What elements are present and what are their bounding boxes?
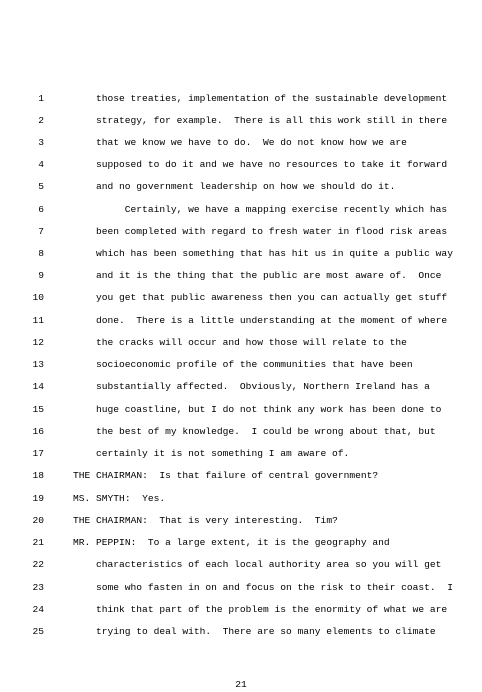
line-text: you get that public awareness then you can actually get stuff [96,292,448,303]
line-number: 14 [32,381,44,392]
line-number: 22 [32,559,44,570]
line-text: that we know we have to do. We do not know how we are [96,137,407,148]
line-number: 15 [32,404,44,415]
line-number: 19 [32,493,44,504]
line-number: 6 [38,204,44,215]
transcript-line [0,92,482,114]
transcript-line [0,536,482,558]
line-text: huge coastline, but I do not think any work has been done to [96,404,442,415]
line-number: 9 [38,270,44,281]
line-number: 18 [32,470,44,481]
line-number: 2 [38,115,44,126]
transcript-line [0,180,482,202]
line-text: the cracks will occur and how those will relate to the [96,337,407,348]
transcript-line [0,247,482,269]
line-number: 8 [38,248,44,259]
line-text: certainly it is not something I am aware of. [96,448,350,459]
line-text: the best of my knowledge. I could be wrong about that, but [96,426,436,437]
speaker-line: MR. PEPPIN: To a large extent, it is the geography and [73,537,390,548]
line-number: 24 [32,604,44,615]
transcript-line [0,358,482,380]
transcript-line [0,447,482,469]
transcript-line [0,403,482,425]
transcript-line [0,625,482,647]
line-number: 12 [32,337,44,348]
transcript-line [0,581,482,603]
transcript-line [0,425,482,447]
transcript-line [0,225,482,247]
line-text: those treaties, implementation of the sustainable development [96,93,448,104]
line-number: 3 [38,137,44,148]
transcript-line [0,291,482,313]
transcript-line [0,158,482,180]
line-text: supposed to do it and we have no resources to take it forward [96,159,448,170]
transcript-line [0,514,482,536]
line-number: 21 [32,537,44,548]
line-number: 7 [38,226,44,237]
line-text: characteristics of each local authority area so you will get [96,559,442,570]
line-text: Certainly, we have a mapping exercise recently which has [96,204,448,215]
transcript-line [0,136,482,158]
transcript-line [0,314,482,336]
line-text: which has been something that has hit us in quite a public way [96,248,453,259]
line-text: been completed with regard to fresh water in flood risk areas [96,226,448,237]
speaker-line: MS. SMYTH: Yes. [73,493,166,504]
line-number: 16 [32,426,44,437]
line-text: substantially affected. Obviously, Northern Ireland has a [96,381,430,392]
transcript-line [0,114,482,136]
transcript-line [0,469,482,491]
transcript-line [0,269,482,291]
transcript-line [0,558,482,580]
line-number: 23 [32,582,44,593]
line-text: done. There is a little understanding at the moment of where [96,315,448,326]
line-text: socioeconomic profile of the communities that have been [96,359,413,370]
line-text: strategy, for example. There is all this work still in there [96,115,448,126]
transcript-line [0,603,482,625]
line-number: 20 [32,515,44,526]
transcript-line [0,380,482,402]
line-text: and no government leadership on how we should do it. [96,181,396,192]
transcript-line [0,492,482,514]
line-number: 13 [32,359,44,370]
line-text: trying to deal with. There are so many elements to climate [96,626,436,637]
transcript-line [0,336,482,358]
line-text: some who fasten in on and focus on the risk to their coast. I [96,582,453,593]
line-number: 17 [32,448,44,459]
speaker-line: THE CHAIRMAN: Is that failure of central government? [73,470,379,481]
line-text: think that part of the problem is the enormity of what we are [96,604,448,615]
page-number: 21 [235,679,247,690]
line-number: 5 [38,181,44,192]
line-number: 4 [38,159,44,170]
line-number: 25 [32,626,44,637]
line-number: 10 [32,292,44,303]
line-text: and it is the thing that the public are most aware of. Once [96,270,442,281]
speaker-line: THE CHAIRMAN: That is very interesting. Tim? [73,515,338,526]
transcript-line [0,203,482,225]
line-number: 1 [38,93,44,104]
line-number: 11 [32,315,44,326]
